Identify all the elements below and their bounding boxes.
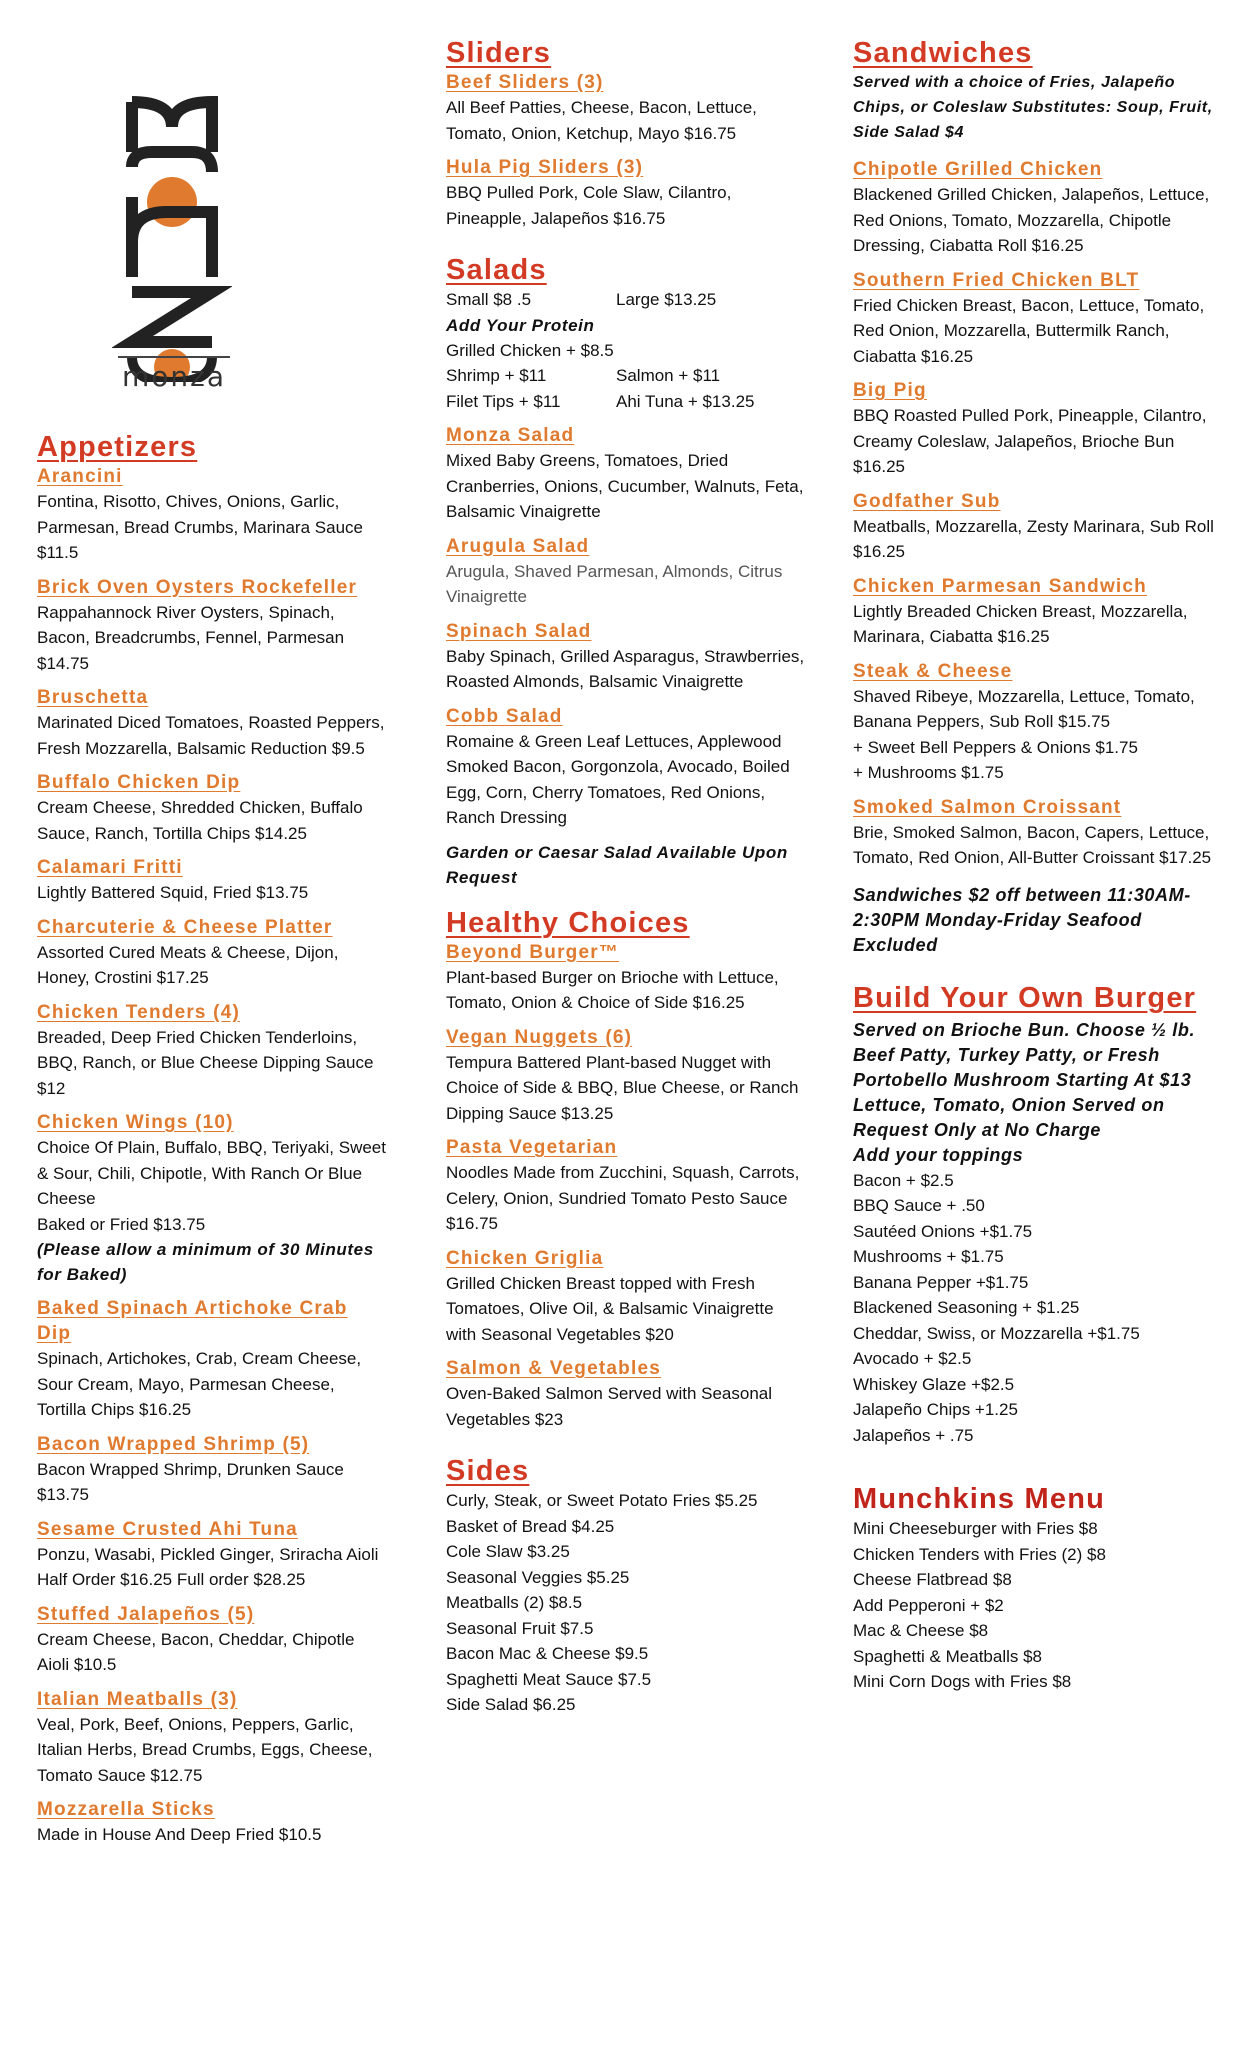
side-item: Bacon Mac & Cheese $9.5	[446, 1644, 649, 1663]
menu-item-description: Meatballs, Mozzarella, Zesty Marinara, Sub Roll $16.25	[853, 516, 1214, 561]
menu-item-description: Bacon Wrapped Shrimp, Drunken Sauce $13.75	[37, 1459, 344, 1504]
munchkins-item: Mini Corn Dogs with Fries $8	[853, 1672, 1072, 1691]
menu-item-name: Baked Spinach Artichoke Crab Dip	[37, 1298, 348, 1344]
logo-text: monza	[121, 360, 226, 393]
topping-item: Blackened Seasoning + $1.25	[853, 1298, 1080, 1317]
byo-intro-2: Lettuce, Tomato, Onion Served on Request Only at No Charge	[853, 1094, 1165, 1140]
menu-item-name: Chicken Wings (10)	[37, 1112, 234, 1133]
column-1	[37, 430, 387, 1857]
menu-item-description: Brie, Smoked Salmon, Bacon, Capers, Lettuce, Tomato, Red Onion, All-Butter Croissant $17.25	[853, 822, 1212, 867]
toppings-list	[853, 1168, 1223, 1449]
menu-item	[853, 378, 1223, 480]
menu-item-name: Stuffed Jalapeños (5)	[37, 1603, 255, 1625]
menu-item-description: Cream Cheese, Bacon, Cheddar, Chipotle Aioli $10.5	[37, 1629, 355, 1674]
salad-sizes	[446, 287, 806, 313]
menu-item-description: All Beef Patties, Cheese, Bacon, Lettuce, Tomato, Onion, Ketchup, Mayo $16.75	[446, 98, 757, 143]
menu-item-extra: Baked or Fried $13.75	[37, 1214, 206, 1234]
topping-item: BBQ Sauce + .50	[853, 1196, 985, 1215]
menu-item-name: Chipotle Grilled Chicken	[853, 159, 1103, 180]
munchkins-item: Spaghetti & Meatballs $8	[853, 1646, 1043, 1666]
menu-item	[853, 268, 1223, 370]
menu-item-description: Spinach, Artichokes, Crab, Cream Cheese, Sour Cream, Mayo, Parmesan Cheese, Tortilla Chips $16.25	[37, 1349, 362, 1419]
menu-item-description: Breaded, Deep Fried Chicken Tenderloins, BBQ, Ranch, or Blue Cheese Dipping Sauce $12	[37, 1027, 374, 1098]
menu-item-name: Big Pig	[853, 380, 927, 401]
sandwiches-intro: Served with a choice of Fries, Jalapeño Chips, or Coleslaw Substitutes: Soup, Fruit, Side Salad $4	[853, 74, 1213, 141]
menu-item-name: Chicken Griglia	[446, 1247, 604, 1269]
byo-intro: Served on Brioche Bun. Choose ½ lb. Beef Patty, Turkey Patty, or Fresh Portobello Mushroom Starting At $13	[853, 1019, 1196, 1090]
munchkins-item: Mini Cheeseburger with Fries $8	[853, 1519, 1098, 1538]
menu-item-name: Hula Pig Sliders (3)	[446, 157, 644, 178]
menu-item	[853, 795, 1223, 871]
menu-item-name: Calamari Fritti	[37, 857, 183, 878]
menu-item-name: Charcuterie & Cheese Platter	[37, 916, 333, 938]
menu-item-name: Pasta Vegetarian	[446, 1137, 618, 1158]
menu-item-extra: + Mushrooms $1.75	[853, 763, 1004, 782]
topping-item: Sautéed Onions +$1.75	[853, 1221, 1033, 1241]
menu-item-description: Shaved Ribeye, Mozzarella, Lettuce, Tomato, Banana Peppers, Sub Roll $15.75	[853, 686, 1195, 731]
protein-filet: Filet Tips + $11	[446, 391, 561, 411]
menu-item	[37, 1000, 387, 1102]
menu-item-description: Assorted Cured Meats & Cheese, Dijon, Honey, Crostini $17.25	[37, 942, 339, 987]
menu-item-description: BBQ Roasted Pulled Pork, Pineapple, Cilantro, Creamy Coleslaw, Jalapeños, Brioche Bun $16.25	[853, 406, 1207, 476]
menu-item	[446, 70, 806, 146]
menu-item	[853, 574, 1223, 650]
protein-salmon: Salmon + $11	[616, 366, 721, 385]
menu-item-name: Italian Meatballs (3)	[37, 1688, 238, 1710]
menu-item-description: Baby Spinach, Grilled Asparagus, Strawberries, Roasted Almonds, Balsamic Vinaigrette	[446, 646, 805, 691]
side-item: Seasonal Fruit $7.5	[446, 1618, 594, 1638]
menu-item-name: Arugula Salad	[446, 535, 590, 557]
menu-item-description: Romaine & Green Leaf Lettuces, Applewood Smoked Bacon, Gorgonzola, Avocado, Boiled Egg, Corn, Cherry Tomatoes, Red Onions, Ranch Dressing	[446, 731, 790, 827]
menu-item-description: Fried Chicken Breast, Bacon, Lettuce, Tomato, Red Onion, Mozzarella, Buttermilk Ranch, Ciabatta $16.25	[853, 295, 1205, 366]
munchkins-item: Mac & Cheese $8	[853, 1621, 989, 1640]
menu-item-name: Spinach Salad	[446, 620, 592, 642]
menu-item-description: Plant-based Burger on Brioche with Lettuce, Tomato, Onion & Choice of Side $16.25	[446, 967, 779, 1012]
menu-item	[853, 157, 1223, 259]
menu-item-name: Sesame Crusted Ahi Tuna	[37, 1518, 298, 1540]
menu-item-description: BBQ Pulled Pork, Cole Slaw, Cilantro, Pineapple, Jalapeños $16.75	[446, 183, 732, 228]
sandwich-deal: Sandwiches $2 off between 11:30AM-2:30PM Monday-Friday Seafood Excluded	[853, 884, 1191, 955]
menu-item-description: Veal, Pork, Beef, Onions, Peppers, Garlic, Italian Herbs, Bread Crumbs, Eggs, Cheese, Tomato Sauce $12.75	[37, 1714, 373, 1785]
menu-item	[853, 659, 1223, 786]
munchkins-item: Chicken Tenders with Fries (2) $8	[853, 1544, 1106, 1564]
topping-item: Jalapeño Chips +1.25	[853, 1400, 1018, 1419]
side-item: Curly, Steak, or Sweet Potato Fries $5.25	[446, 1491, 758, 1510]
column-2	[446, 36, 806, 1718]
topping-item: Bacon + $2.5	[853, 1170, 954, 1190]
menu-item-description: Oven-Baked Salmon Served with Seasonal Vegetables $23	[446, 1384, 773, 1429]
menu-item-name: Mozzarella Sticks	[37, 1799, 215, 1820]
toppings-title: Add your toppings	[853, 1144, 1024, 1165]
menu-item	[37, 685, 387, 761]
menu-item	[37, 1797, 387, 1848]
salad-list	[446, 423, 806, 831]
sandwiches-title: Sandwiches	[853, 37, 1033, 69]
munchkins-title: Munchkins Menu	[853, 1483, 1106, 1515]
menu-item-description: Noodles Made from Zucchini, Squash, Carrots, Celery, Onion, Sundried Tomato Pesto Sauce $16.75	[446, 1163, 800, 1233]
menu-item	[446, 534, 806, 610]
protein-row	[446, 389, 806, 415]
healthy-title: Healthy Choices	[446, 906, 690, 939]
menu-item-description: Blackened Grilled Chicken, Jalapeños, Lettuce, Red Onions, Tomato, Mozzarella, Chipotle Dressing, Ciabatta Roll $16.25	[853, 185, 1210, 255]
topping-item: Mushrooms + $1.75	[853, 1247, 1004, 1266]
menu-item-name: Godfather Sub	[853, 490, 1001, 512]
menu-item	[37, 855, 387, 906]
protein-ahi: Ahi Tuna + $13.25	[616, 391, 755, 411]
topping-item: Jalapeños + .75	[853, 1425, 974, 1445]
sandwich-list	[853, 157, 1223, 871]
menu-item-description: Ponzu, Wasabi, Pickled Ginger, Sriracha Aioli	[37, 1544, 379, 1564]
menu-item	[37, 1602, 387, 1678]
munchkins-item: Cheese Flatbread $8	[853, 1570, 1012, 1589]
menu-item-extra: Half Order $16.25 Full order $28.25	[37, 1570, 306, 1589]
menu-item	[446, 940, 806, 1016]
menu-item-description: Cream Cheese, Shredded Chicken, Buffalo Sauce, Ranch, Tortilla Chips $14.25	[37, 798, 363, 843]
sides-list	[446, 1488, 806, 1718]
healthy-list	[446, 940, 806, 1433]
menu-item	[37, 464, 387, 566]
munchkins-item: Add Pepperoni + $2	[853, 1595, 1004, 1615]
menu-item	[37, 770, 387, 846]
menu-item	[446, 1135, 806, 1237]
menu-item	[446, 1356, 806, 1432]
menu-item-name: Smoked Salmon Croissant	[853, 796, 1122, 818]
salad-large-price: Large $13.25	[616, 290, 717, 309]
menu-item-description: Grilled Chicken Breast topped with Fresh Tomatoes, Olive Oil, & Balsamic Vinaigrette with Seasonal Vegetables $20	[446, 1273, 774, 1344]
menu-item	[37, 575, 387, 677]
topping-item: Avocado + $2.5	[853, 1349, 972, 1368]
topping-item: Banana Pepper +$1.75	[853, 1272, 1029, 1292]
menu-item-name: Cobb Salad	[446, 705, 563, 727]
menu-item	[446, 1246, 806, 1348]
menu-item	[446, 423, 806, 525]
menu-item-name: Southern Fried Chicken BLT	[853, 269, 1140, 291]
menu-item-description: Tempura Battered Plant-based Nugget with Choice of Side & BBQ, Blue Cheese, or Ranch Dipping Sauce $13.25	[446, 1052, 799, 1123]
menu-item	[37, 1432, 387, 1508]
slider-list	[446, 70, 806, 231]
protein-shrimp: Shrimp + $11	[446, 366, 547, 385]
menu-item-description: Fontina, Risotto, Chives, Onions, Garlic, Parmesan, Bread Crumbs, Marinara Sauce $11.5	[37, 492, 363, 562]
side-item: Spaghetti Meat Sauce $7.5	[446, 1669, 652, 1689]
menu-item-name: Salmon & Vegetables	[446, 1358, 661, 1379]
menu-item-extra: + Sweet Bell Peppers & Onions $1.75	[853, 737, 1138, 757]
menu-item-name: Beyond Burger™	[446, 941, 620, 963]
menu-item	[446, 1025, 806, 1127]
protein-row	[446, 363, 806, 389]
appetizers-title: Appetizers	[37, 431, 198, 463]
menu-item-description: Choice Of Plain, Buffalo, BBQ, Teriyaki, Sweet & Sour, Chili, Chipotle, With Ranch Or Blue Cheese	[37, 1138, 386, 1208]
menu-item-description: Lightly Breaded Chicken Breast, Mozzarella, Marinara, Ciabatta $16.25	[853, 601, 1188, 646]
menu-item-name: Arancini	[37, 466, 123, 487]
protein-chicken: Grilled Chicken + $8.5	[446, 340, 614, 360]
topping-item: Whiskey Glaze +$2.5	[853, 1374, 1015, 1394]
byo-title: Build Your Own Burger	[853, 981, 1197, 1014]
menu-item-name: Bruschetta	[37, 687, 149, 708]
menu-item-name: Chicken Tenders (4)	[37, 1001, 240, 1023]
side-item: Cole Slaw $3.25	[446, 1542, 570, 1561]
salad-small-price: Small $8 .5	[446, 290, 532, 309]
side-item: Meatballs (2) $8.5	[446, 1593, 583, 1612]
menu-item-description: Mixed Baby Greens, Tomatoes, Dried Cranberries, Onions, Cucumber, Walnuts, Feta, Balsamic Vinaigrette	[446, 451, 804, 521]
menu-item-description: Marinated Diced Tomatoes, Roasted Peppers, Fresh Mozzarella, Balsamic Reduction $9.5	[37, 713, 385, 758]
menu-item-name: Bacon Wrapped Shrimp (5)	[37, 1433, 310, 1455]
menu-item	[37, 915, 387, 991]
appetizer-list	[37, 464, 387, 1848]
menu-item-description: Arugula, Shaved Parmesan, Almonds, Citrus Vinaigrette	[446, 561, 783, 606]
menu-item-description: Lightly Battered Squid, Fried $13.75	[37, 883, 309, 902]
menu-item	[446, 704, 806, 831]
menu-item	[37, 1517, 387, 1593]
menu-item-description: Rappahannock River Oysters, Spinach, Bacon, Breadcrumbs, Fennel, Parmesan $14.75	[37, 602, 345, 673]
sides-title: Sides	[446, 1455, 530, 1487]
side-item: Side Salad $6.25	[446, 1695, 576, 1714]
menu-item	[446, 619, 806, 695]
menu-item-name: Beef Sliders (3)	[446, 72, 604, 93]
salad-note: Garden or Caesar Salad Available Upon Request	[446, 842, 788, 887]
menu-item-name: Buffalo Chicken Dip	[37, 772, 241, 793]
topping-item: Cheddar, Swiss, or Mozzarella +$1.75	[853, 1323, 1140, 1343]
menu-item-name: Steak & Cheese	[853, 660, 1013, 682]
menu-item	[37, 1687, 387, 1789]
side-item: Basket of Bread $4.25	[446, 1516, 615, 1536]
column-3	[853, 36, 1223, 1695]
menu-item-note: (Please allow a minimum of 30 Minutes for Baked)	[37, 1240, 374, 1284]
monza-logo-mark	[112, 92, 232, 382]
sliders-title: Sliders	[446, 37, 552, 69]
menu-item-description: Made in House And Deep Fried $10.5	[37, 1825, 322, 1844]
menu-item	[446, 155, 806, 231]
protein-title: Add Your Protein	[446, 315, 595, 335]
menu-item-name: Chicken Parmesan Sandwich	[853, 575, 1147, 597]
menu-item	[853, 489, 1223, 565]
menu-item-name: Monza Salad	[446, 425, 575, 446]
side-item: Seasonal Veggies $5.25	[446, 1567, 630, 1587]
munchkins-list	[853, 1516, 1223, 1695]
menu-item	[37, 1296, 387, 1423]
logo-divider	[118, 356, 230, 358]
salads-title: Salads	[446, 254, 547, 286]
menu-item	[37, 1110, 387, 1287]
menu-item-name: Vegan Nuggets (6)	[446, 1026, 633, 1048]
menu-item-name: Brick Oven Oysters Rockefeller	[37, 576, 358, 598]
